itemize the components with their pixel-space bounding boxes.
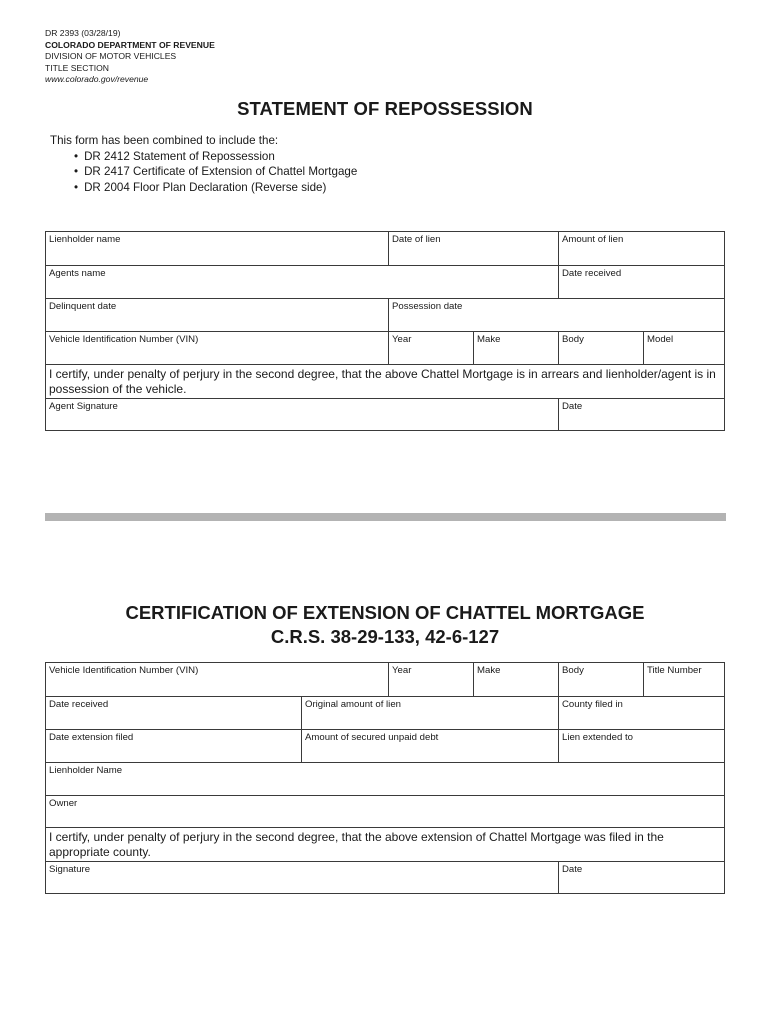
field-label: Date extension filed — [49, 732, 134, 743]
amount-of-lien-field[interactable] — [558, 232, 724, 265]
delinquent-date-field[interactable] — [46, 299, 388, 331]
form2-title-line1: CERTIFICATION OF EXTENSION OF CHATTEL MORTGAGE — [125, 602, 645, 623]
unpaid-debt-field[interactable] — [301, 730, 558, 762]
field-label: Lien extended to — [562, 732, 633, 743]
field-label: Date of lien — [392, 234, 441, 245]
repossession-form — [45, 231, 725, 431]
make-field[interactable] — [473, 663, 558, 696]
date-received-field[interactable] — [558, 266, 724, 298]
form-row — [46, 696, 724, 729]
website-link[interactable]: www.colorado.gov/revenue — [45, 74, 149, 85]
lienholder-name-field[interactable] — [46, 232, 388, 265]
field-label: Year — [392, 665, 412, 676]
field-label: Owner — [49, 798, 78, 809]
possession-date-field[interactable] — [388, 299, 724, 331]
department-name: COLORADO DEPARTMENT OF REVENUE — [45, 39, 215, 50]
vin-field[interactable] — [46, 663, 388, 696]
form-row — [46, 364, 724, 398]
field-label: County filed in — [562, 699, 623, 710]
field-label: Agents name — [49, 268, 106, 279]
field-label: Amount of secured unpaid debt — [305, 732, 439, 743]
form1-intro — [50, 133, 357, 195]
field-label: Body — [562, 334, 584, 345]
year-field[interactable] — [388, 663, 473, 696]
field-label: Amount of lien — [562, 234, 624, 245]
form-row — [46, 762, 724, 795]
section-name: TITLE SECTION — [45, 62, 109, 73]
form-row — [46, 861, 724, 893]
date-of-lien-field[interactable] — [388, 232, 558, 265]
body-field[interactable] — [558, 663, 643, 696]
signature-date-field[interactable] — [558, 862, 724, 893]
form-row — [46, 729, 724, 762]
form-row — [46, 398, 724, 430]
form-header — [45, 28, 215, 86]
form2-title — [0, 601, 770, 649]
field-label: Vehicle Identification Number (VIN) — [49, 665, 199, 676]
form-row — [46, 663, 724, 696]
model-field[interactable] — [643, 332, 724, 364]
field-label: Body — [562, 665, 584, 676]
field-label: Lienholder name — [49, 234, 121, 245]
form-row — [46, 331, 724, 364]
combined-forms-list — [50, 149, 357, 196]
intro-text: This form has been combined to include the: — [50, 134, 279, 147]
field-label: Original amount of lien — [305, 699, 401, 710]
lien-extended-field[interactable] — [558, 730, 724, 762]
list-item: • DR 2004 Floor Plan Declaration (Reverse side) — [74, 180, 357, 196]
field-label: Date received — [49, 699, 109, 710]
certification-statement: I certify, under penalty of perjury in the second degree, that the above extension of Chattel Mortgage was filed in the appropriate county. — [49, 830, 664, 859]
field-label: Agent Signature — [49, 401, 118, 412]
form2-title-line2: C.R.S. 38-29-133, 42-6-127 — [270, 626, 500, 647]
form-row — [46, 265, 724, 298]
field-label: Date — [562, 401, 583, 412]
agent-signature-field[interactable] — [46, 399, 558, 430]
signature-field[interactable] — [46, 862, 558, 893]
body-field[interactable] — [558, 332, 643, 364]
signature-date-field[interactable] — [558, 399, 724, 430]
county-filed-field[interactable] — [558, 697, 724, 729]
owner-field[interactable] — [46, 796, 724, 827]
division-name: DIVISION OF MOTOR VEHICLES — [45, 51, 177, 62]
field-label: Date — [562, 864, 583, 875]
field-label: Make — [477, 665, 501, 676]
date-received-field[interactable] — [46, 697, 301, 729]
lienholder-name-field[interactable] — [46, 763, 724, 795]
form-row — [46, 232, 724, 265]
form1-title: STATEMENT OF REPOSSESSION — [237, 98, 533, 119]
extension-form — [45, 662, 725, 894]
field-label: Signature — [49, 864, 91, 875]
field-label: Lienholder Name — [49, 765, 123, 776]
form-row — [46, 795, 724, 827]
field-label: Make — [477, 334, 501, 345]
field-label: Vehicle Identification Number (VIN) — [49, 334, 199, 345]
certification-statement: I certify, under penalty of perjury in the second degree, that the above Chattel Mortgage is in arrears and lienholder/agent is in possession of the vehicle. — [49, 367, 716, 396]
agents-name-field[interactable] — [46, 266, 558, 298]
original-amount-field[interactable] — [301, 697, 558, 729]
list-item: • DR 2417 Certificate of Extension of Chattel Mortgage — [74, 164, 357, 180]
field-label: Delinquent date — [49, 301, 117, 312]
date-extension-filed-field[interactable] — [46, 730, 301, 762]
make-field[interactable] — [473, 332, 558, 364]
section-divider — [45, 513, 726, 521]
list-item: • DR 2412 Statement of Repossession — [74, 149, 357, 165]
field-label: Date received — [562, 268, 622, 279]
field-label: Model — [647, 334, 674, 345]
vin-field[interactable] — [46, 332, 388, 364]
field-label: Possession date — [392, 301, 463, 312]
field-label: Title Number — [647, 665, 702, 676]
form-number: DR 2393 (03/28/19) — [45, 28, 121, 38]
field-label: Year — [392, 334, 412, 345]
form-row — [46, 827, 724, 861]
form-row — [46, 298, 724, 331]
title-number-field[interactable] — [643, 663, 724, 696]
year-field[interactable] — [388, 332, 473, 364]
